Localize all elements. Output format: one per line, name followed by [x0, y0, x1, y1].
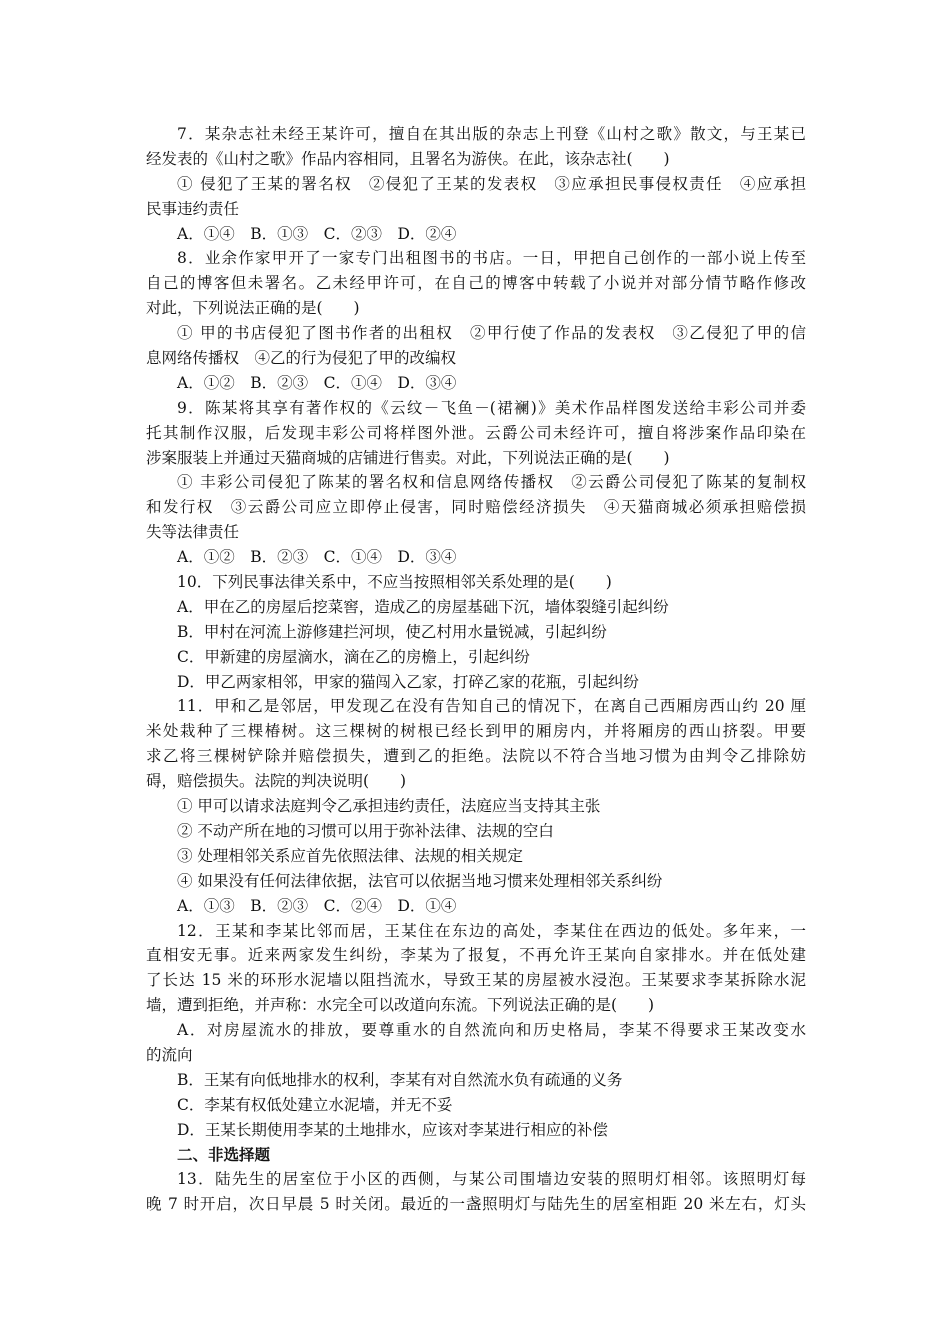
text-line: D．甲乙两家相邻，甲家的猫闯入乙家，打碎乙家的花瓶，引起纠纷 [177, 672, 639, 691]
text-line: A．①② B．②③ C．①④ D．③④ [177, 548, 457, 567]
text-line: A．对房屋流水的排放，要尊重水的自然流向和历史格局，李某不得要求王某改变水 [177, 1021, 806, 1040]
text-line: C．李某有权低处建立水泥墙，并无不妥 [177, 1095, 453, 1114]
text-line: ③ 处理相邻关系应首先依照法律、法规的相关规定 [177, 846, 523, 865]
text-line: A．①③ B．②③ C．②④ D．①④ [177, 896, 457, 915]
text-line: 托其制作汉服，后发现丰彩公司将样图外泄。云爵公司未经许可，擅自将涉案作品印染在 [146, 423, 806, 442]
text-line: 晚 7 时开启，次日早晨 5 时关闭。最近的一盏照明灯与陆先生的居室相距 20 米左右，灯头 [146, 1195, 806, 1214]
text-line: 和发行权 ③云爵公司应立即停止侵害，同时赔偿经济损失 ④天猫商城必须承担赔偿损 [146, 498, 806, 517]
text-line: 的流向 [146, 1045, 193, 1064]
text-line: 9．陈某将其享有著作权的《云纹－飞鱼－(裙襕)》美术作品样图发送给丰彩公司并委 [177, 398, 806, 417]
text-line: 直相安无事。近来两家发生纠纷，李某为了报复，不再允许王某向自家排水。并在低处建 [146, 946, 806, 965]
text-line: 经发表的《山村之歌》作品内容相同，且署名为游侠。在此，该杂志社( ) [146, 149, 670, 168]
text-line: ① 甲的书店侵犯了图书作者的出租权 ②甲行使了作品的发表权 ③乙侵犯了甲的信 [177, 324, 806, 343]
text-line: 民事违约责任 [146, 199, 240, 218]
text-line: ④ 如果没有任何法律依据，法官可以依据当地习惯来处理相邻关系纠纷 [177, 871, 663, 890]
text-line: 10．下列民事法律关系中，不应当按照相邻关系处理的是( ) [177, 573, 612, 592]
text-line: 13．陆先生的居室位于小区的西侧，与某公司围墙边安装的照明灯相邻。该照明灯每 [177, 1170, 806, 1189]
text-line: 墙，遭到拒绝，并声称：水完全可以改道向东流。下列说法正确的是( ) [146, 996, 655, 1015]
text-line: A．①② B．②③ C．①④ D．③④ [177, 373, 457, 392]
section-heading: 二、非选择题 [177, 1144, 271, 1164]
text-line: 12．王某和李某比邻而居，王某住在东边的高处，李某住在西边的低处。多年来，一 [177, 921, 806, 940]
text-line: 11．甲和乙是邻居，甲发现乙在没有告知自己的情况下，在离自己西厢房西山约 20 厘 [177, 697, 806, 716]
text-line: 失等法律责任 [146, 523, 240, 542]
text-line: B．甲村在河流上游修建拦河坝，使乙村用水量锐减，引起纠纷 [177, 622, 607, 641]
text-line: 自己的博客但未署名。乙未经甲许可，在自己的博客中转载了小说并对部分情节略作修改 [146, 274, 806, 293]
text-line: 息网络传播权 ④乙的行为侵犯了甲的改编权 [146, 349, 457, 368]
text-line: ① 丰彩公司侵犯了陈某的署名权和信息网络传播权 ②云爵公司侵犯了陈某的复制权 [177, 473, 806, 492]
text-line: ① 甲可以请求法庭判令乙承担违约责任，法庭应当支持其主张 [177, 797, 601, 816]
text-line: 对此，下列说法正确的是( ) [146, 299, 360, 318]
text-line: A．甲在乙的房屋后挖菜窖，造成乙的房屋基础下沉，墙体裂缝引起纠纷 [177, 597, 669, 616]
document-page [146, 122, 806, 1217]
text-line: 米处栽种了三棵椿树。这三棵树的树根已经长到甲的厢房内，并将厢房的西山挤裂。甲要 [146, 722, 806, 741]
text-line: A．①④ B．①③ C．②③ D．②④ [177, 224, 457, 243]
text-line: 求乙将三棵树铲除并赔偿损失，遭到乙的拒绝。法院以不符合当地习惯为由判令乙排除妨 [146, 747, 806, 766]
text-line: ① 侵犯了王某的署名权 ②侵犯了王某的发表权 ③应承担民事侵权责任 ④应承担 [177, 174, 806, 193]
text-line: C．甲新建的房屋滴水，滴在乙的房檐上，引起纠纷 [177, 647, 530, 666]
text-line: 涉案服装上并通过天猫商城的店铺进行售卖。对此，下列说法正确的是( ) [146, 448, 670, 467]
text-line: 8．业余作家甲开了一家专门出租图书的书店。一日，甲把自己创作的一部小说上传至 [177, 249, 806, 268]
text-line: 碍，赔偿损失。法院的判决说明( ) [146, 772, 407, 791]
text-line: ② 不动产所在地的习惯可以用于弥补法律、法规的空白 [177, 821, 554, 840]
text-line: D．王某长期使用李某的土地排水，应该对李某进行相应的补偿 [177, 1120, 608, 1139]
text-line: B．王某有向低地排水的权利，李某有对自然流水负有疏通的义务 [177, 1070, 623, 1089]
text-line: 7．某杂志社未经王某许可，擅自在其出版的杂志上刊登《山村之歌》散文，与王某已 [177, 125, 806, 143]
text-line: 了长达 15 米的环形水泥墙以阻挡流水，导致王某的房屋被水浸泡。王某要求李某拆除水泥 [146, 971, 806, 990]
